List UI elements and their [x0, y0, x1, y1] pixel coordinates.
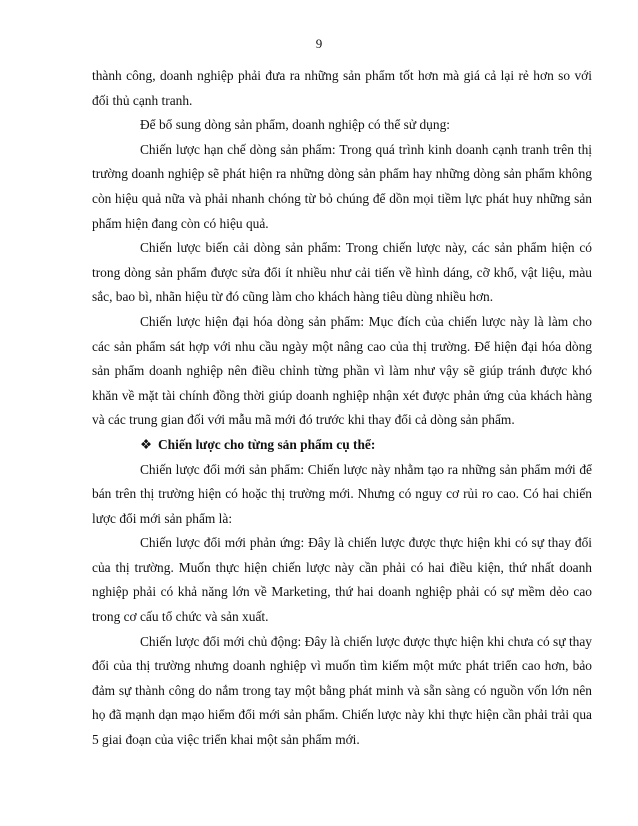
- section-heading-text: Chiến lược cho từng sản phẩm cụ thể:: [158, 436, 376, 452]
- diamond-bullet-icon: ❖: [140, 436, 153, 452]
- page-content: [92, 64, 592, 753]
- paragraph-modify-strategy: Chiến lược biến cải dòng sản phẩm: Trong chiến lược này, các sản phẩm hiện có trong dòng sản phẩm được sửa đổi ít nhiều như cải tiến về hình dáng, cỡ khổ, vật liệu, màu sắc, bao bì, nhãn hiệu từ đó cũng làm cho khách hàng tiêu dùng nhiều hơn.: [92, 240, 592, 305]
- section-heading: [92, 433, 592, 458]
- paragraph-modernize-strategy: Chiến lược hiện đại hóa dòng sản phẩm: Mục đích của chiến lược này là làm cho các sản phẩm sát hợp với nhu cầu ngày một nâng cao của thị trường. Để hiện đại hóa dòng sản phẩm doanh nghiệp nên điều chỉnh từng phần vì làm như vậy sẽ giúp tránh được khó khăn về mặt tài chính đồng thời giúp doanh nghiệp nhận xét được phản ứng của khách hàng và các trung gian đối với mẫu mã mới đó trước khi thay đổi cả dòng sản phẩm.: [92, 313, 592, 428]
- page-number: 9: [315, 36, 323, 51]
- paragraph-limit-strategy: Chiến lược hạn chế dòng sản phẩm: Trong quá trình kinh doanh cạnh tranh trên thị trường doanh nghiệp sẽ phát hiện ra những dòng sản phẩm hay những dòng sản phẩm không còn hiệu quả nữa và phải nhanh chóng từ bỏ chúng để dồn mọi tiềm lực phát huy những sản phẩm hiện đang còn có hiệu quả.: [92, 141, 592, 231]
- paragraph-intro: Để bổ sung dòng sản phẩm, doanh nghiệp có thể sử dụng:: [140, 117, 450, 133]
- paragraph-continuation: thành công, doanh nghiệp phải đưa ra những sản phẩm tốt hơn mà giá cả lại rẻ hơn so với đối thủ cạnh tranh.: [92, 68, 592, 108]
- paragraph-proactive-innovation: Chiến lược đổi mới chủ động: Đây là chiến lược được thực hiện khi chưa có sự thay đổi của thị trường nhưng doanh nghiệp vì muốn tìm kiếm một mức phát triển cao hơn, bảo đảm sự thành công do nắm trong tay một bằng phát minh và sẵn sàng có nguồn vốn lớn nên họ đã mạnh dạn mạo hiểm đổi mới sản phẩm. Chiến lược này khi thực hiện cần phải trải qua 5 giai đoạn của việc triển khai một sản phẩm mới.: [92, 633, 592, 748]
- paragraph-reactive-innovation: Chiến lược đổi mới phản ứng: Đây là chiến lược được thực hiện khi có sự thay đổi của thị trường. Muốn thực hiện chiến lược này cần phải có hai điều kiện, thứ nhất doanh nghiệp phải có khả năng lớn về Marketing, thứ hai doanh nghiệp phải có sự mềm dẻo cao trong cơ cấu tổ chức và sản xuất.: [92, 535, 592, 625]
- paragraph-innovation-strategy: Chiến lược đổi mới sản phẩm: Chiến lược này nhằm tạo ra những sản phẩm mới để bán trên thị trường hiện có hoặc thị trường mới. Nhưng có nguy cơ rủi ro cao. Có hai chiến lược đổi mới sản phẩm là:: [92, 461, 592, 526]
